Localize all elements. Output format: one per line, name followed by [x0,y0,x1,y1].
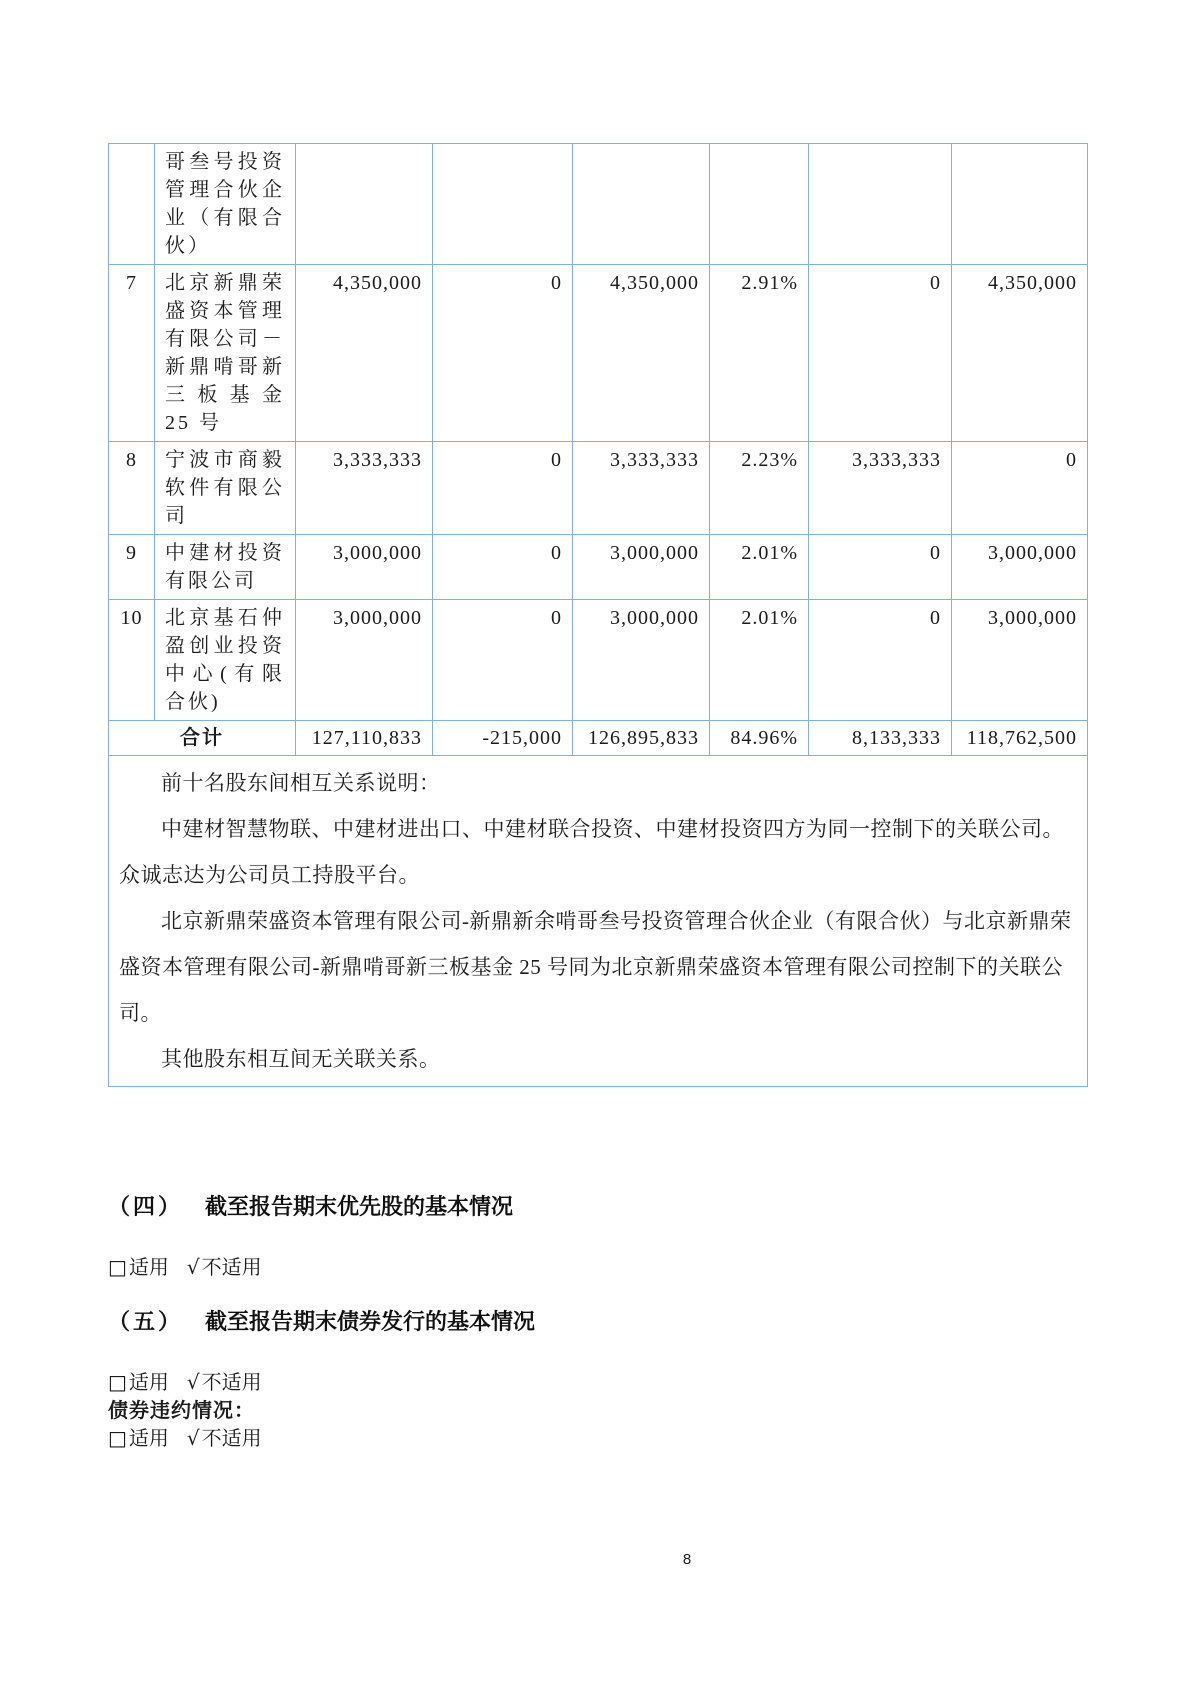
checkbox-unchecked-icon: □ [108,1426,127,1450]
row-seq: 10 [109,600,155,721]
table-notes-row [109,756,1088,1087]
applicable-label: 适用 [128,1257,169,1279]
total-value-cell: 118,762,500 [952,721,1088,756]
total-value-cell: 8,133,333 [809,721,952,756]
value-cell: 0 [809,535,952,600]
value-cell: 3,000,000 [296,600,433,721]
value-cell [433,144,573,265]
section-5-applicability [108,1366,262,1395]
applicable-label: 适用 [128,1428,169,1450]
checkbox-unchecked-icon: □ [108,1370,127,1394]
bond-default-label: 债券违约情况： [108,1400,255,1422]
value-cell [296,144,433,265]
notes-paragraph: 中建材智慧物联、中建材进出口、中建材联合投资、中建材投资四方为同一控制下的关联公司。众诚志达为公司员工持股平台。 [119,817,1064,887]
section-5-index: （五） [108,1309,184,1334]
total-value-cell: 84.96% [710,721,809,756]
table-row [109,600,1088,721]
section-4-index: （四） [108,1194,184,1219]
value-cell [809,144,952,265]
shareholder-name: 中建材投资有限公司 [155,535,296,600]
value-cell: 0 [433,535,573,600]
value-cell: 0 [433,442,573,535]
check-mark-icon: √ [186,1255,200,1279]
table-row [109,144,1088,265]
shareholder-name: 北京基石仲盈创业投资中心(有限合伙) [155,600,296,721]
value-cell: 2.01% [710,600,809,721]
shareholder-name: 北京新鼎荣盛资本管理有限公司－新鼎啃哥新三板基金 25 号 [155,265,296,442]
value-cell: 0 [809,265,952,442]
total-label: 合计 [109,721,296,756]
shareholder-name: 宁波市商毅软件有限公司 [155,442,296,535]
total-value-cell: 126,895,833 [573,721,710,756]
section-4-title: 截至报告期末优先股的基本情况 [205,1194,514,1219]
value-cell: 3,333,333 [809,442,952,535]
not-applicable-label: 不适用 [201,1372,262,1394]
value-cell: 0 [433,265,573,442]
not-applicable-label: 不适用 [201,1428,262,1450]
section-4-heading [108,1190,513,1221]
section-4-applicability [108,1251,262,1280]
value-cell: 3,000,000 [573,600,710,721]
value-cell [952,144,1088,265]
check-mark-icon: √ [186,1370,200,1394]
value-cell: 0 [809,600,952,721]
notes-paragraph: 前十名股东间相互关系说明： [161,771,441,795]
total-value-cell: -215,000 [433,721,573,756]
shareholder-name: 哥叁号投资管理合伙企业（有限合伙） [155,144,296,265]
value-cell: 3,000,000 [952,535,1088,600]
value-cell: 0 [433,600,573,721]
value-cell: 4,350,000 [296,265,433,442]
table-row [109,265,1088,442]
value-cell: 3,333,333 [296,442,433,535]
shareholder-relations-notes [109,756,1088,1087]
value-cell: 3,000,000 [952,600,1088,721]
checkbox-unchecked-icon: □ [108,1255,127,1279]
row-seq: 9 [109,535,155,600]
row-seq: 7 [109,265,155,442]
notes-paragraph: 其他股东相互间无关联关系。 [161,1047,441,1071]
value-cell: 3,000,000 [573,535,710,600]
value-cell [573,144,710,265]
not-applicable-label: 不适用 [201,1257,262,1279]
bond-default-applicability [108,1422,262,1451]
check-mark-icon: √ [186,1426,200,1450]
value-cell [710,144,809,265]
row-seq: 8 [109,442,155,535]
table-total-row [109,721,1088,756]
value-cell: 3,000,000 [296,535,433,600]
value-cell: 0 [952,442,1088,535]
value-cell: 2.01% [710,535,809,600]
value-cell: 4,350,000 [573,265,710,442]
applicable-label: 适用 [128,1372,169,1394]
table-row [109,442,1088,535]
top-ten-shareholders-table [108,143,1088,1087]
value-cell: 4,350,000 [952,265,1088,442]
value-cell: 3,333,333 [573,442,710,535]
page-number: 8 [682,1551,692,1568]
section-5-heading [108,1305,535,1336]
table-row [109,535,1088,600]
notes-paragraph: 北京新鼎荣盛资本管理有限公司-新鼎新余啃哥叁号投资管理合伙企业（有限合伙）与北京新鼎荣盛资本管理有限公司-新鼎啃哥新三板基金 25 号同为北京新鼎荣盛资本管理有限公司控制下的关联公司。 [119,909,1072,1025]
value-cell: 2.23% [710,442,809,535]
value-cell: 2.91% [710,265,809,442]
section-5-title: 截至报告期末债券发行的基本情况 [205,1309,536,1334]
row-seq [109,144,155,265]
total-value-cell: 127,110,833 [296,721,433,756]
